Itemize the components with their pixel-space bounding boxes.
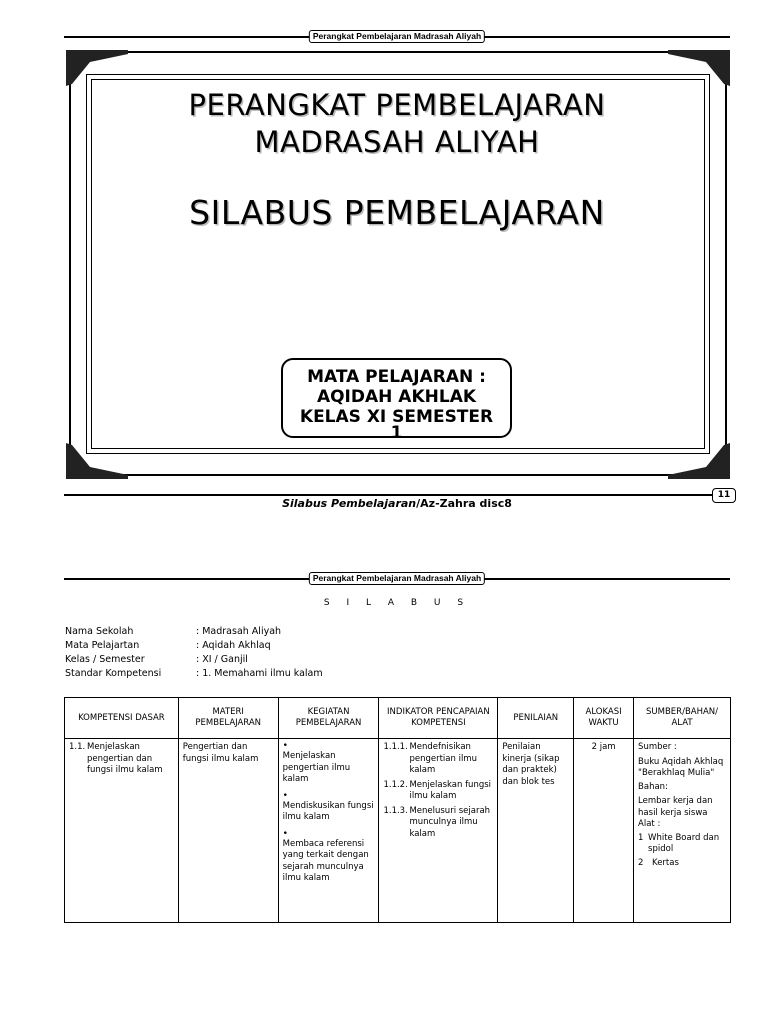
indikator-number: 1.1.3. <box>383 805 408 816</box>
indikator-text: Mendefnisikan pengertian ilmu kalam <box>409 742 477 775</box>
col-header-alokasi: ALOKASI WAKTU <box>574 698 634 739</box>
alat-item <box>638 858 726 870</box>
meta-value: : Aqidah Akhlaq <box>196 640 271 651</box>
kegiatan-text: Membaca referensi yang terkait dengan sejarah munculnya ilmu kalam <box>282 838 369 883</box>
cover-title-line1: PERANGKAT PEMBELAJARAN <box>188 88 606 122</box>
col-header-indikator: INDIKATOR PENCAPAIAN KOMPETENSI <box>379 698 498 739</box>
col-header-materi: MATERI PEMBELAJARAN <box>178 698 278 739</box>
kegiatan-text: Menjelaskan pengertian ilmu kalam <box>282 751 351 784</box>
indikator-text: Menelusuri sejarah munculnya ilmu kalam <box>409 805 491 839</box>
cell-alokasi: 2 jam <box>574 739 634 923</box>
corner-ornament-bottom-left <box>66 443 128 479</box>
indikator-item <box>383 742 493 777</box>
footer-rest: /Az-Zahra disc8 <box>416 497 512 510</box>
kegiatan-item: • Menjelaskan pengertian ilmu kalam <box>283 742 375 786</box>
meta-label: Mata Pelajartan <box>65 640 140 651</box>
table-row <box>65 739 731 923</box>
sumber-text: Buku Aqidah Akhlaq "Berakhlaq Mulia" <box>638 756 724 778</box>
cell-penilaian: Penilaian kinerja (sikap dan praktek) dan blok tes <box>498 739 574 923</box>
kegiatan-item: • Mendiskusikan fungsi ilmu kalam <box>282 790 374 822</box>
col-header-kegiatan: KEGIATAN PEMBELAJARAN <box>278 698 379 739</box>
cell-kegiatan <box>278 739 379 923</box>
kegiatan-item: • Membaca referensi yang terkait dengan sejarah munculnya ilmu kalam <box>283 830 375 885</box>
cell-sumber <box>634 739 731 923</box>
cover-title-main: SILABUS PEMBELAJARAN <box>189 193 605 232</box>
indikator-number: 1.1.2. <box>383 779 408 790</box>
corner-ornament-bottom-right <box>668 443 730 479</box>
indikator-item <box>383 806 493 841</box>
cover-title-line2: MADRASAH ALIYAH <box>254 125 540 159</box>
meta-label: Kelas / Semester <box>65 654 145 665</box>
kegiatan-text: Mendiskusikan fungsi ilmu kalam <box>282 800 374 822</box>
alat-number: 1 <box>638 832 644 843</box>
alat-number: 2 <box>638 857 644 868</box>
meta-value: : XI / Ganjil <box>196 654 248 665</box>
bahan-text: Lembar kerja dan hasil kerja siswa <box>638 796 713 818</box>
silabus-table <box>64 697 731 923</box>
meta-label: Nama Sekolah <box>65 626 134 637</box>
subject-line1: MATA PELAJARAN : <box>307 367 486 387</box>
indikator-item <box>383 780 493 803</box>
meta-value: : 1. Memahami ilmu kalam <box>196 668 323 679</box>
subject-line3: KELAS XI SEMESTER <box>299 407 494 427</box>
cell-indikator <box>379 739 498 923</box>
kd-text: Menjelaskan pengertian dan fungsi ilmu kalam <box>87 742 163 775</box>
table-header-row <box>65 698 731 739</box>
subject-line4: 1 <box>390 423 403 443</box>
meta-value: : Madrasah Aliyah <box>196 626 282 637</box>
silabus-heading: S I L A B U S <box>323 598 471 608</box>
alat-text: Kertas <box>652 857 679 868</box>
cell-materi: Pengertian dan fungsi ilmu kalam <box>178 739 278 923</box>
col-header-sumber: SUMBER/BAHAN/ ALAT <box>634 698 731 739</box>
alat-label: Alat : <box>638 819 661 829</box>
alat-item <box>638 833 726 856</box>
subject-box <box>281 358 512 443</box>
corner-ornament-top-right <box>668 50 730 86</box>
bahan-label: Bahan: <box>638 781 668 792</box>
indikator-number: 1.1.1. <box>383 742 408 752</box>
sumber-label: Sumber : <box>638 742 677 752</box>
cell-kd <box>65 739 179 923</box>
footer-italic: Silabus Pembelajaran <box>282 497 417 510</box>
meta-label: Standar Kompetensi <box>65 668 162 679</box>
indikator-text: Menjelaskan fungsi ilmu kalam <box>409 779 492 801</box>
alat-text: White Board dan spidol <box>648 832 720 854</box>
corner-ornament-top-left <box>66 50 128 86</box>
page-number: 11 <box>712 488 736 503</box>
footer-rule <box>64 494 712 496</box>
kd-number: 1.1. <box>69 742 86 752</box>
col-header-kd: KOMPETENSI DASAR <box>65 698 179 739</box>
subject-line2: AQIDAH AKHLAK <box>316 387 477 407</box>
footer-text <box>0 497 768 510</box>
col-header-penilaian: PENILAIAN <box>498 698 574 739</box>
header-tag: Perangkat Pembelajaran Madrasah Aliyah <box>309 30 485 43</box>
header-tag-page2: Perangkat Pembelajaran Madrasah Aliyah <box>309 572 485 585</box>
